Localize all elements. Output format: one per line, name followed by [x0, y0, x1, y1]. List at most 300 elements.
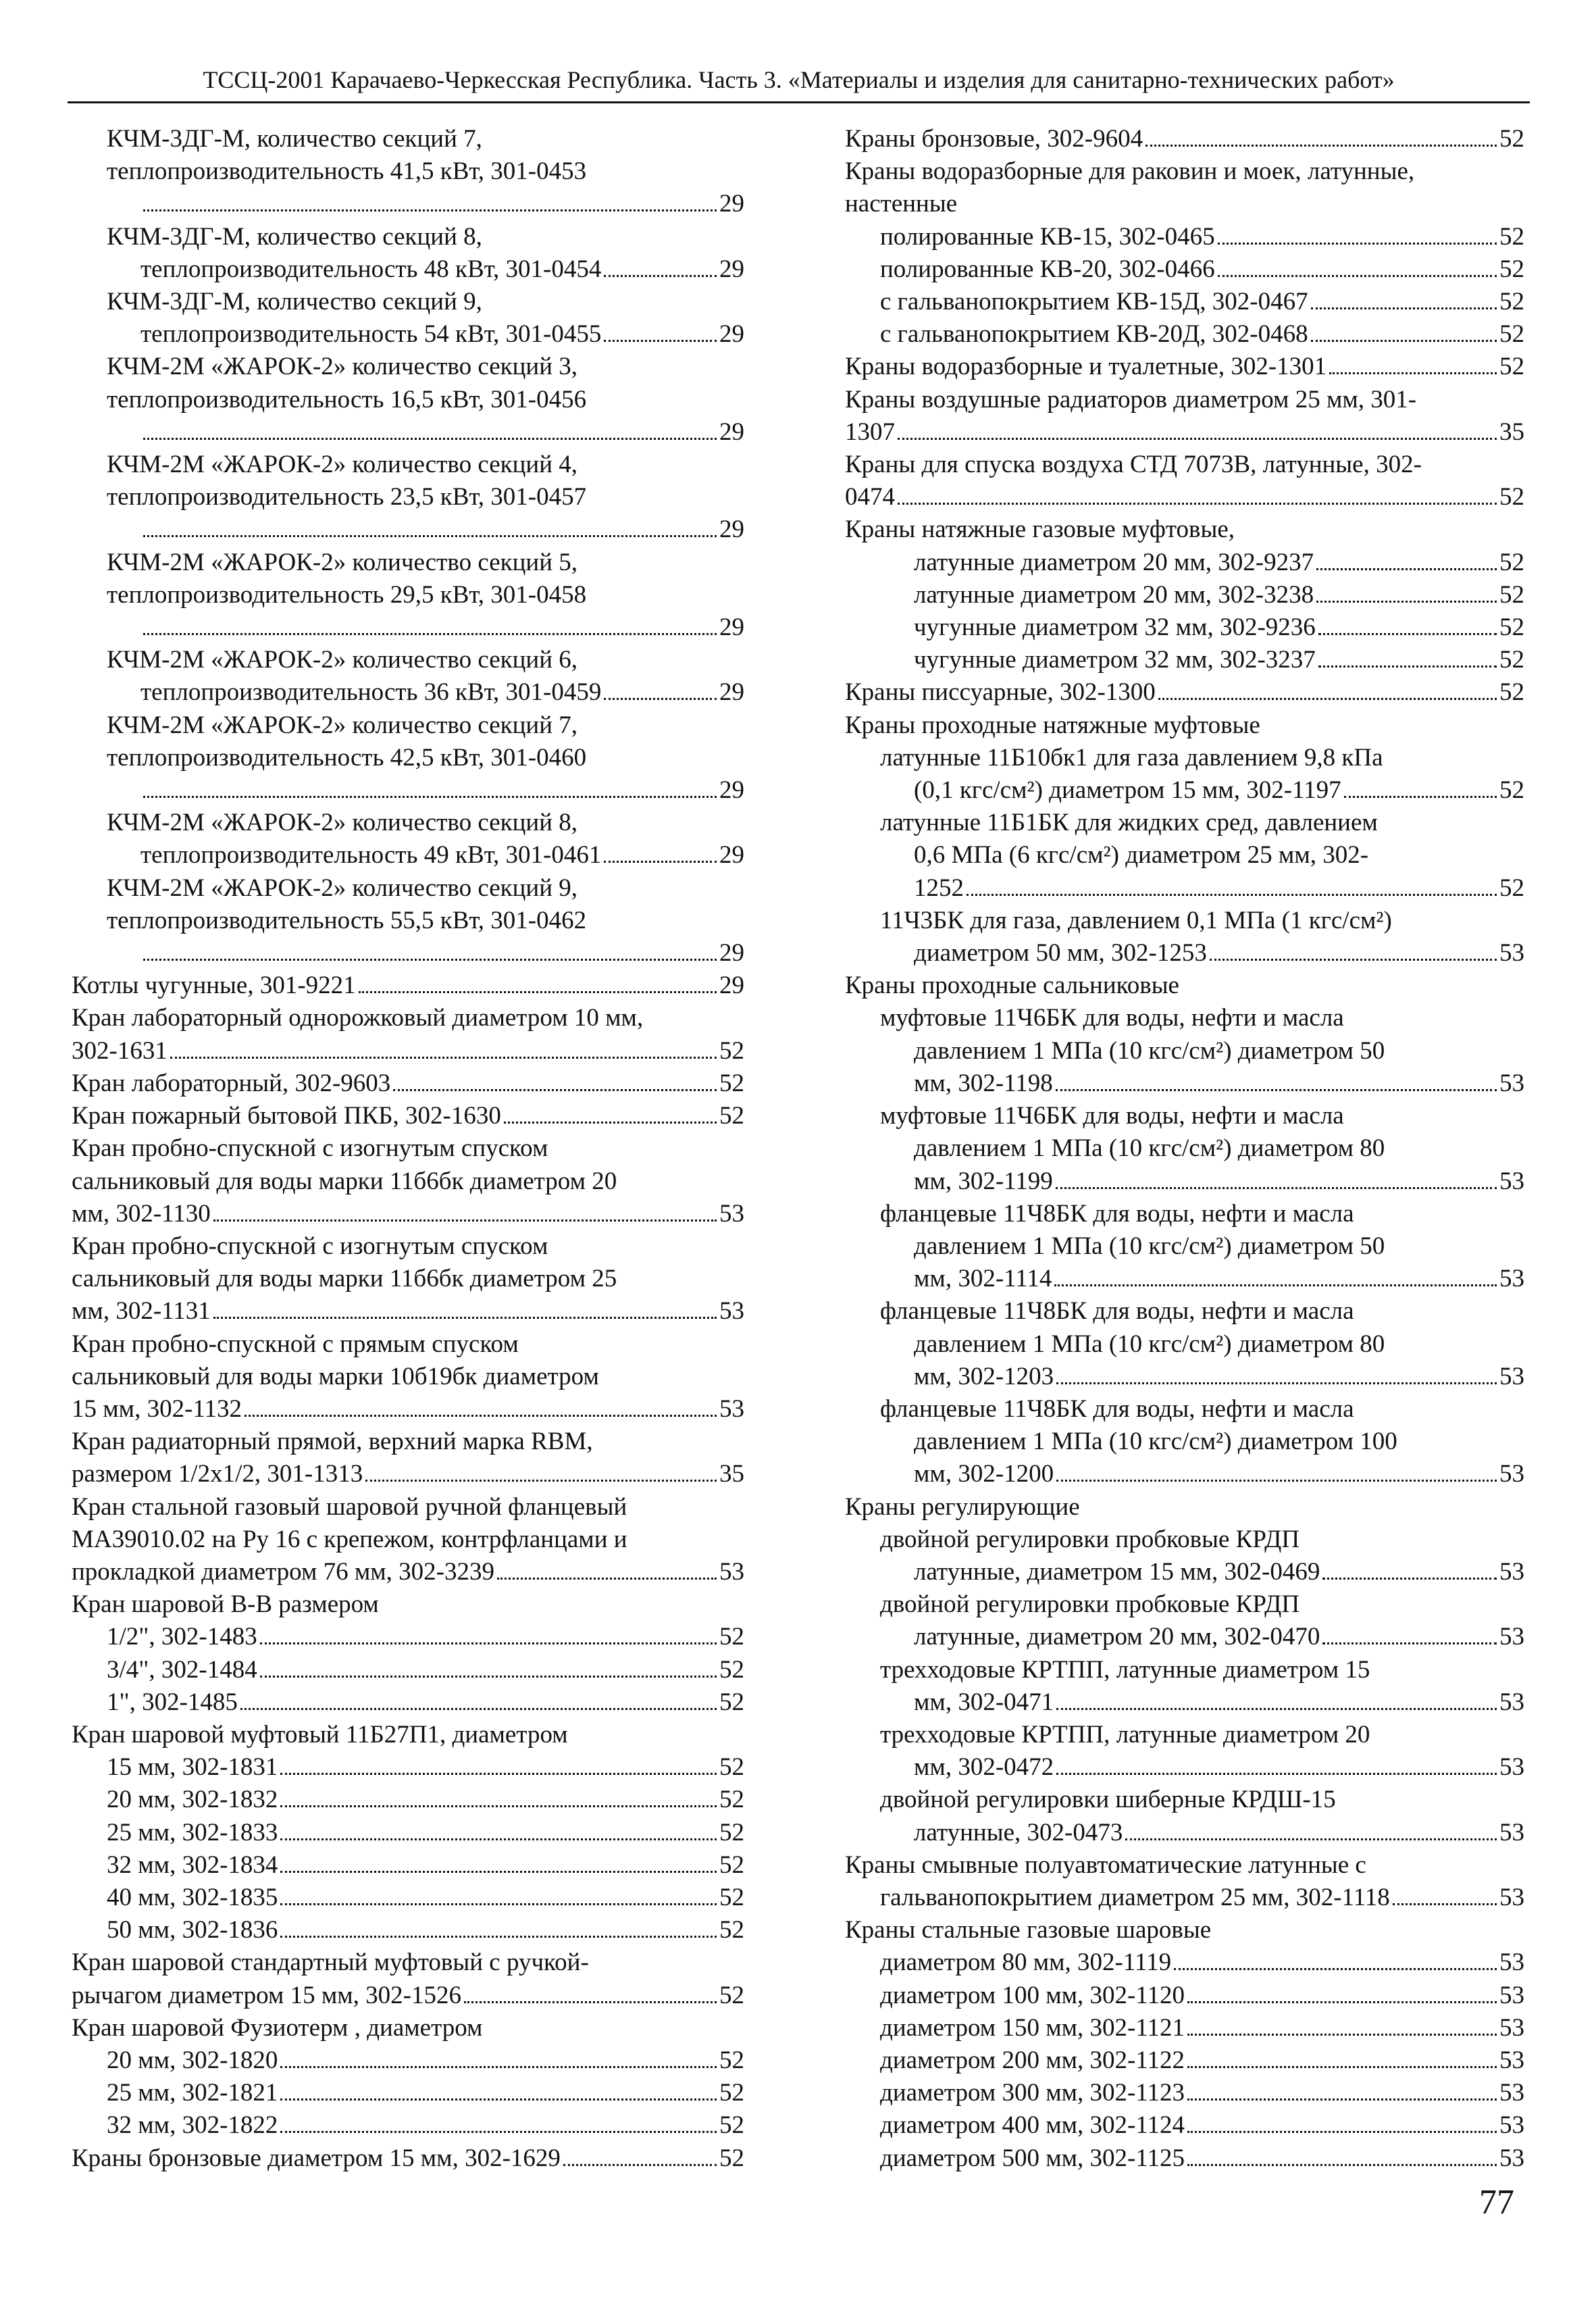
index-entry	[72, 253, 744, 286]
index-entry	[845, 1035, 1524, 1067]
index-entry-page: 53	[1499, 2144, 1524, 2172]
index-entry	[845, 1524, 1524, 1556]
index-entry	[845, 286, 1524, 318]
dot-leader	[1311, 340, 1497, 342]
index-entry	[72, 1100, 744, 1132]
index-entry-block	[72, 1946, 744, 1979]
dot-leader	[280, 1773, 717, 1775]
index-entry-text: Кран пробно-спускной с изогнутым спуском сальниковый для воды марки 11б6бк диаметром 25	[72, 1232, 617, 1293]
dot-leader	[240, 1708, 717, 1710]
index-entry-block	[845, 155, 1524, 220]
running-header: ТССЦ-2001 Карачаево-Черкесская Республика. Часть 3. «Материалы и изделия для санитарно-технических работ»	[203, 66, 1395, 93]
index-entry-block	[140, 188, 744, 220]
index-entry	[845, 1458, 1524, 1490]
index-entry-page: 52	[1499, 288, 1524, 316]
index-entry	[845, 449, 1524, 481]
index-entry-page: 52	[1499, 548, 1524, 576]
dot-leader	[280, 2066, 717, 2068]
index-entry-page: 52	[1499, 255, 1524, 283]
index-entry-text: Краны писсуарные, 302-1300	[845, 678, 1156, 707]
index-entry-block	[845, 351, 1524, 383]
dot-leader	[1187, 2131, 1497, 2133]
index-entry	[845, 644, 1524, 676]
index-entry	[845, 1067, 1524, 1100]
index-entry-text: давлением 1 МПа (10 кгс/см²) диаметром 50	[914, 1232, 1385, 1260]
index-entry-block	[914, 1067, 1524, 1100]
index-entry-text: 32 мм, 302-1822	[107, 2111, 278, 2140]
dot-leader	[1187, 2066, 1497, 2068]
index-entry	[845, 1328, 1524, 1361]
index-entry-block	[880, 742, 1524, 774]
index-entry	[845, 1849, 1524, 1882]
index-entry-text: муфтовые 11Ч6БК для воды, нефти и масла	[880, 1004, 1344, 1032]
index-entry	[72, 1458, 744, 1490]
index-entry	[72, 1849, 744, 1882]
index-entry-text: прокладкой диаметром 76 мм, 302-3239	[72, 1557, 495, 1586]
index-entry-block	[880, 1980, 1524, 2012]
index-entry-text: Кран шаровой стандартный муфтовый с ручкой-	[72, 1948, 589, 1977]
index-entry-block	[107, 1654, 744, 1686]
index-entry	[72, 2012, 744, 2044]
dot-leader	[143, 633, 717, 635]
index-entry-page: 35	[1499, 418, 1524, 446]
dot-leader	[1218, 275, 1497, 277]
index-entry-block	[72, 1230, 744, 1295]
index-entry-text: Кран радиаторный прямой, верхний марка RBM,	[72, 1428, 593, 1456]
index-entry-block	[914, 1165, 1524, 1198]
index-entry-text: теплопроизводительность 49 кВт, 301-0461	[140, 841, 602, 870]
index-entry-block	[880, 1524, 1524, 1556]
index-entry	[72, 416, 744, 449]
index-entry	[72, 1295, 744, 1328]
index-entry	[72, 709, 744, 774]
index-entry-text: фланцевые 11Ч8БК для воды, нефти и масла	[880, 1297, 1354, 1326]
index-entry-text: Краны водоразборные для раковин и моек, латунные, настенные	[845, 157, 1415, 218]
index-entry-page: 52	[719, 1688, 744, 1716]
index-entry	[72, 937, 744, 970]
dot-leader	[213, 1219, 717, 1222]
index-entry	[845, 1751, 1524, 1784]
index-entry-text: гальванопокрытием диаметром 25 мм, 302-1118	[880, 1883, 1390, 1911]
index-entry	[845, 513, 1524, 546]
index-entry-page: 29	[719, 190, 744, 218]
index-entry-block	[107, 1882, 744, 1914]
index-entry-page: 53	[1499, 1688, 1524, 1716]
index-entry	[72, 1426, 744, 1458]
index-entry-block	[880, 1198, 1524, 1230]
index-entry	[845, 1914, 1524, 1946]
dot-leader	[1187, 2034, 1497, 2036]
index-entry	[845, 2109, 1524, 2142]
index-entry	[845, 742, 1524, 774]
index-entry-block	[914, 1458, 1524, 1490]
index-entry-block	[845, 1491, 1524, 1524]
dot-leader	[604, 340, 717, 342]
index-entry	[72, 1198, 744, 1230]
dot-leader	[280, 1838, 717, 1840]
index-entry-block	[880, 1882, 1524, 1914]
index-entry-text: латунные, диаметром 20 мм, 302-0470	[914, 1623, 1320, 1651]
index-entry-block	[140, 611, 744, 644]
index-entry-block	[72, 1393, 744, 1426]
index-entry-text: диаметром 400 мм, 302-1124	[880, 2111, 1185, 2140]
index-entry-text: диаметром 150 мм, 302-1121	[880, 2013, 1185, 2042]
index-entry	[72, 1621, 744, 1653]
index-entry-text: 15 мм, 302-1132	[72, 1394, 242, 1423]
index-entry-block	[914, 1230, 1524, 1263]
index-entry-block	[107, 123, 744, 188]
dot-leader	[1344, 796, 1497, 798]
dot-leader	[604, 698, 717, 700]
index-entry-block	[140, 839, 744, 872]
index-entry-text: диаметром 80 мм, 302-1119	[880, 1948, 1172, 1977]
index-entry-text: диаметром 100 мм, 302-1120	[880, 1981, 1185, 2009]
dot-leader	[359, 991, 717, 993]
index-entry-text: латунные, диаметром 15 мм, 302-0469	[914, 1557, 1320, 1586]
index-entry-block	[914, 937, 1524, 970]
index-entry	[845, 1980, 1524, 2012]
dot-leader	[1056, 1480, 1497, 1482]
index-entry	[845, 1686, 1524, 1719]
index-entry-page: 29	[719, 255, 744, 283]
index-entry-text: КЧМ-2М «ЖАРОК-2» количество секций 6,	[107, 646, 578, 674]
index-entry-block	[914, 1426, 1524, 1458]
index-entry-page: 53	[1499, 1265, 1524, 1293]
index-entry-block	[880, 1654, 1524, 1686]
index-entry-text: Кран шаровой В-В размером	[72, 1590, 379, 1619]
index-entry-text: Краны проходные натяжные муфтовые	[845, 711, 1260, 739]
dot-leader	[1056, 1187, 1497, 1189]
index-entry-text: 1/2", 302-1483	[107, 1623, 257, 1651]
index-entry-text: латунные 11Б1БК для жидких сред, давлением	[880, 809, 1378, 837]
dot-leader	[1322, 1642, 1497, 1644]
index-entry-text: 1252	[914, 874, 964, 902]
index-entry	[845, 1946, 1524, 1979]
dot-leader	[497, 1578, 717, 1580]
index-entry-text: полированные КВ-15, 302-0465	[880, 222, 1215, 251]
index-entry-block	[72, 2012, 744, 2044]
index-entry	[72, 611, 744, 644]
index-entry-block	[914, 1328, 1524, 1361]
dot-leader	[1218, 243, 1497, 245]
index-entry-block	[72, 1132, 744, 1197]
index-entry-page: 52	[719, 2111, 744, 2140]
dot-leader	[563, 2164, 717, 2166]
index-entry	[72, 1035, 744, 1067]
index-entry-text: Краны стальные газовые шаровые	[845, 1916, 1212, 1944]
index-entry-page: 29	[719, 678, 744, 707]
index-entry	[845, 839, 1524, 872]
index-entry-text: давлением 1 МПа (10 кгс/см²) диаметром 100	[914, 1428, 1397, 1456]
index-entry	[845, 807, 1524, 839]
index-entry	[845, 1295, 1524, 1328]
index-entry-text: размером 1/2х1/2, 301-1313	[72, 1460, 363, 1488]
index-entry	[72, 1817, 744, 1849]
index-entry	[72, 1393, 744, 1426]
index-entry	[72, 1719, 744, 1751]
index-entry-text: латунные, 302-0473	[914, 1818, 1123, 1846]
index-entry-block	[845, 481, 1524, 513]
index-entry-block	[107, 351, 744, 416]
dot-leader	[260, 1676, 717, 1678]
index-entry-page: 29	[719, 515, 744, 544]
index-entry	[72, 2044, 744, 2077]
index-entry-text: Кран стальной газовый шаровой ручной фланцевый МА39010.02 на Ру 16 с крепежом, контрфланцами и	[72, 1492, 627, 1553]
index-entry	[845, 1588, 1524, 1621]
index-entry-page: 53	[1499, 1753, 1524, 1782]
index-entry-text: Кран лабораторный, 302-9603	[72, 1069, 391, 1097]
index-entry-block	[140, 513, 744, 546]
index-entry-text: 50 мм, 302-1836	[107, 1916, 278, 1944]
index-entry-page: 53	[719, 1557, 744, 1586]
dot-leader	[1210, 959, 1497, 961]
dot-leader	[143, 959, 717, 961]
index-entry	[845, 579, 1524, 611]
index-entry	[72, 1914, 744, 1946]
index-entry-block	[914, 1132, 1524, 1165]
index-entry-text: трехходовые КРТПП, латунные диаметром 20	[880, 1720, 1370, 1749]
index-entry-text: с гальванопокрытием КВ-15Д, 302-0467	[880, 288, 1308, 316]
index-entry-block	[107, 547, 744, 611]
index-entry-page: 52	[719, 1916, 744, 1944]
index-entry-block	[107, 1686, 744, 1719]
dot-leader	[1174, 1968, 1497, 1970]
index-entry-text: муфтовые 11Ч6БК для воды, нефти и масла	[880, 1102, 1344, 1130]
index-entry	[845, 1491, 1524, 1524]
dot-leader	[1125, 1838, 1497, 1840]
index-entry	[845, 872, 1524, 905]
index-entry	[845, 384, 1524, 416]
dot-leader	[898, 503, 1497, 505]
index-entry-text: латунные 11Б10бк1 для газа давлением 9,8 кПа	[880, 743, 1383, 772]
index-entry	[72, 2109, 744, 2142]
index-entry-page: 53	[1499, 1623, 1524, 1651]
index-entry-block	[72, 1588, 744, 1621]
dot-leader	[504, 1122, 717, 1124]
index-entry-text: мм, 302-1130	[72, 1199, 211, 1228]
index-entry-page: 53	[1499, 1069, 1524, 1097]
index-entry	[72, 286, 744, 318]
dot-leader	[967, 894, 1497, 896]
index-entry-text: мм, 302-1199	[914, 1167, 1053, 1195]
dot-leader	[143, 209, 717, 211]
index-entry-block	[880, 1719, 1524, 1751]
index-entry-text: 25 мм, 302-1833	[107, 1818, 278, 1846]
index-entry	[845, 1817, 1524, 1849]
index-entry	[845, 709, 1524, 742]
index-entry-text: Краны натяжные газовые муфтовые,	[845, 515, 1235, 544]
index-entry-page: 53	[1499, 1167, 1524, 1195]
index-entry-text: Краны проходные сальниковые	[845, 972, 1179, 1000]
index-entry-page: 53	[719, 1394, 744, 1423]
index-entry-block	[880, 2142, 1524, 2175]
index-entry-block	[845, 123, 1524, 155]
index-entry-block	[880, 807, 1524, 839]
index-entry-page: 29	[719, 320, 744, 349]
index-entry-page: 29	[719, 972, 744, 1000]
index-entry-text: двойной регулировки пробковые КРДП	[880, 1525, 1300, 1553]
index-entry-text: Кран пробно-спускной с прямым спуском сальниковый для воды марки 10б19бк диаметром	[72, 1330, 599, 1390]
index-entry-page: 53	[1499, 1460, 1524, 1488]
index-entry	[72, 1588, 744, 1621]
index-entry-block	[914, 1263, 1524, 1295]
index-entry-block	[845, 384, 1524, 416]
index-entry-text: с гальванопокрытием КВ-20Д, 302-0468	[880, 320, 1308, 349]
index-entry-text: трехходовые КРТПП, латунные диаметром 15	[880, 1655, 1370, 1684]
index-entry-text: латунные диаметром 20 мм, 302-9237	[914, 548, 1314, 576]
index-entry-block	[880, 1784, 1524, 1816]
index-entry-page: 52	[719, 1623, 744, 1651]
dot-leader	[1145, 145, 1497, 147]
index-entry	[845, 253, 1524, 286]
index-entry	[845, 1198, 1524, 1230]
index-entry-block	[107, 2044, 744, 2077]
index-entry-block	[880, 1588, 1524, 1621]
index-entry-text: 32 мм, 302-1834	[107, 1851, 278, 1879]
index-entry-text: 20 мм, 302-1820	[107, 2046, 278, 2074]
dot-leader	[1322, 1578, 1497, 1580]
index-entry-block	[914, 1686, 1524, 1719]
index-entry	[845, 2012, 1524, 2044]
index-entry-block	[914, 774, 1524, 807]
index-column-left	[72, 123, 744, 2175]
index-entry-page: 53	[1499, 1948, 1524, 1977]
index-entry-block	[72, 1002, 744, 1034]
index-entry-page: 52	[719, 2079, 744, 2107]
dot-leader	[898, 438, 1497, 440]
index-entry	[845, 774, 1524, 807]
index-entry-block	[72, 970, 744, 1002]
index-entry-text: Краны регулирующие	[845, 1492, 1080, 1521]
index-entry	[845, 1100, 1524, 1132]
index-entry-text: 15 мм, 302-1831	[107, 1753, 278, 1782]
index-entry-page: 52	[719, 1036, 744, 1065]
index-entry-text: Котлы чугунные, 301-9221	[72, 972, 356, 1000]
index-entry-page: 52	[1499, 353, 1524, 381]
index-entry-text: теплопроизводительность 48 кВт, 301-0454	[140, 255, 602, 283]
index-entry-block	[880, 1295, 1524, 1328]
index-entry-block	[107, 1621, 744, 1653]
index-entry-block	[107, 2077, 744, 2109]
index-entry-text: рычагом диаметром 15 мм, 302-1526	[72, 1981, 461, 2009]
index-entry	[845, 1784, 1524, 1816]
index-entry-block	[880, 2012, 1524, 2044]
index-entry	[845, 123, 1524, 155]
index-entry-block	[880, 1002, 1524, 1034]
index-entry-text: мм, 302-1131	[72, 1297, 211, 1326]
index-entry-page: 52	[719, 1069, 744, 1097]
index-entry	[72, 1654, 744, 1686]
index-entry-block	[914, 1817, 1524, 1849]
index-entry	[845, 2077, 1524, 2109]
index-entry-block	[72, 1980, 744, 2012]
index-entry-block	[140, 253, 744, 286]
index-entry-block	[72, 1100, 744, 1132]
index-entry	[845, 547, 1524, 579]
index-entry-text: мм, 302-1203	[914, 1362, 1054, 1390]
index-entry	[845, 1002, 1524, 1034]
index-entry	[72, 1751, 744, 1784]
index-entry-block	[914, 1751, 1524, 1784]
index-entry	[845, 1165, 1524, 1198]
index-entry-text: мм, 302-0472	[914, 1753, 1054, 1782]
index-entry-block	[845, 1849, 1524, 1882]
dot-leader	[1318, 633, 1497, 635]
index-entry-text: КЧМ-2М «ЖАРОК-2» количество секций 9, теплопроизводительность 55,5 кВт, 301-0462	[107, 874, 587, 934]
dot-leader	[1056, 1089, 1497, 1091]
index-entry-text: 20 мм, 302-1832	[107, 1786, 278, 1814]
index-entry	[845, 1393, 1524, 1426]
dot-leader	[280, 2098, 717, 2101]
index-entry-block	[880, 286, 1524, 318]
index-entry-block	[140, 318, 744, 351]
index-entry	[72, 1067, 744, 1100]
index-entry	[845, 318, 1524, 351]
index-entry-text: диаметром 500 мм, 302-1125	[880, 2144, 1185, 2172]
index-entry	[845, 1621, 1524, 1653]
index-entry	[845, 1654, 1524, 1686]
index-entry-text: мм, 302-0471	[914, 1688, 1054, 1716]
dot-leader	[393, 1089, 717, 1091]
index-entry-page: 52	[719, 1981, 744, 2009]
index-entry-text: Краны бронзовые, 302-9604	[845, 125, 1143, 153]
index-entry-block	[140, 676, 744, 709]
dot-leader	[143, 796, 717, 798]
index-entry	[72, 807, 744, 839]
index-entry-block	[914, 872, 1524, 905]
index-entry-page: 52	[1499, 776, 1524, 805]
index-entry	[72, 351, 744, 416]
index-entry-text: Кран пожарный бытовой ПКБ, 302-1630	[72, 1102, 501, 1130]
index-entry	[72, 839, 744, 872]
index-entry	[845, 351, 1524, 383]
index-entry-block	[107, 1914, 744, 1946]
index-entry-block	[845, 449, 1524, 481]
index-entry-block	[845, 970, 1524, 1002]
index-entry-text: КЧМ-3ДГ-М, количество секций 7, теплопроизводительность 41,5 кВт, 301-0453	[107, 125, 587, 186]
index-entry-text: диаметром 50 мм, 302-1253	[914, 939, 1207, 967]
dot-leader	[170, 1057, 717, 1059]
index-entry-text: КЧМ-2М «ЖАРОК-2» количество секций 8,	[107, 809, 578, 837]
index-entry-block	[107, 449, 744, 513]
index-entry-block	[880, 1393, 1524, 1426]
index-entry-text: КЧМ-2М «ЖАРОК-2» количество секций 7, теплопроизводительность 42,5 кВт, 301-0460	[107, 711, 587, 772]
dot-leader	[143, 438, 717, 440]
index-entry-page: 53	[1499, 2111, 1524, 2140]
index-entry-block	[107, 872, 744, 937]
dot-leader	[1316, 568, 1497, 570]
index-entry-block	[914, 579, 1524, 611]
index-entry-page: 52	[1499, 483, 1524, 511]
index-entry-block	[845, 513, 1524, 546]
index-entry-block	[880, 2077, 1524, 2109]
index-entry-text: 25 мм, 302-1821	[107, 2079, 278, 2107]
index-entry	[845, 905, 1524, 937]
dot-leader	[1329, 372, 1497, 374]
index-entry	[72, 644, 744, 676]
index-entry-block	[880, 2044, 1524, 2077]
index-entry-block	[72, 1556, 744, 1588]
index-entry	[845, 970, 1524, 1002]
index-entry	[72, 1328, 744, 1393]
index-entry-block	[107, 1817, 744, 1849]
index-entry-page: 52	[719, 1102, 744, 1130]
index-entry-block	[880, 318, 1524, 351]
index-entry-text: Краны смывные полуавтоматические латунные с	[845, 1851, 1366, 1879]
index-entry	[845, 611, 1524, 644]
dot-leader	[464, 2001, 717, 2003]
dot-leader	[604, 275, 717, 277]
